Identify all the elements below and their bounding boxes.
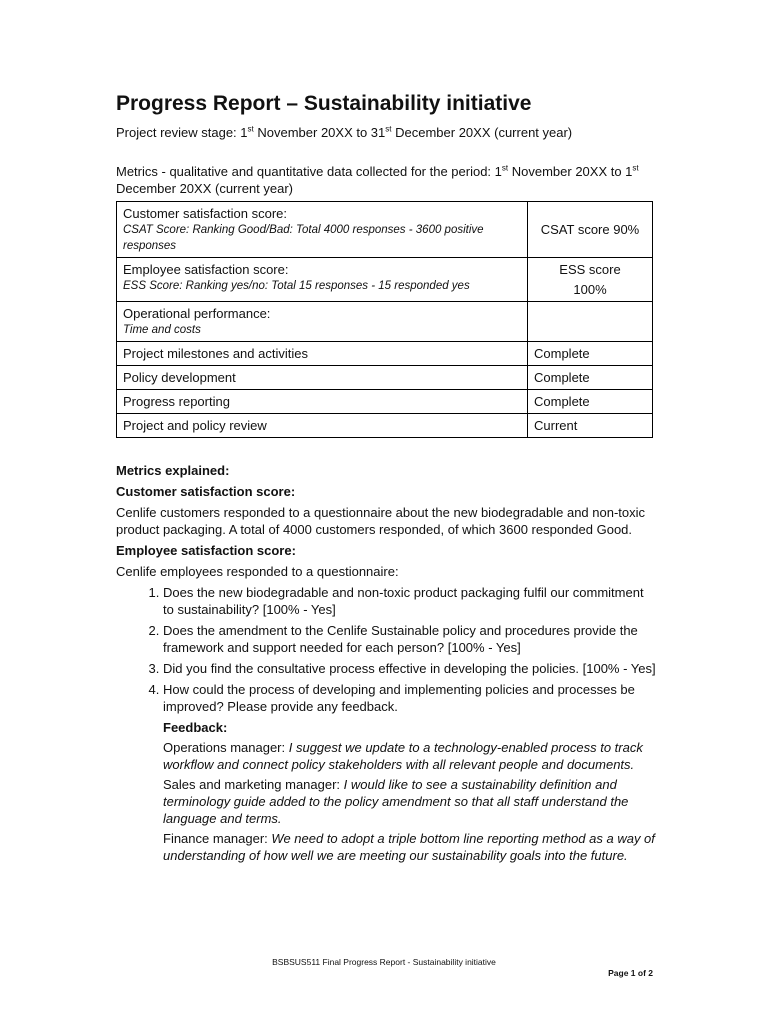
feedback-item: Operations manager: I suggest we update to a technology-enabled process to track workflow and connect policy stakeholders with all relevant people and documents.	[163, 740, 643, 772]
table-cell: Project milestones and activities	[117, 342, 528, 366]
table-cell	[528, 302, 653, 342]
page-title: Progress Report – Sustainability initiative	[116, 92, 532, 115]
table-row	[117, 342, 653, 366]
metrics-table	[116, 201, 653, 438]
table-cell: Employee satisfaction score: ESS Score: Ranking yes/no: Total 15 responses - 15 responded yes	[117, 258, 528, 302]
section-heading: Metrics explained:	[116, 463, 230, 478]
table-cell: CSAT score 90%	[528, 202, 653, 258]
metrics-explained	[116, 462, 656, 864]
csat-heading: Customer satisfaction score:	[116, 484, 296, 499]
csat-text: Cenlife customers responded to a questionnaire about the new biodegradable and non-toxic product packaging. A total of 4000 customers responded, of which 3600 responded Good.	[116, 505, 646, 537]
ess-text: Cenlife employees responded to a questionnaire:	[116, 564, 399, 579]
table-row	[117, 390, 653, 414]
table-row	[117, 366, 653, 390]
table-row	[117, 302, 653, 342]
table-row	[117, 258, 653, 302]
table-row	[117, 202, 653, 258]
list-item: 4. How could the process of developing and implementing policies and processes be improved? Please provide any feedback.	[163, 681, 656, 715]
metrics-intro: Metrics - qualitative and quantitative data collected for the period: 1st November 20XX to 1st December 20XX (current year)	[116, 163, 639, 196]
table-row	[117, 414, 653, 438]
feedback-section	[163, 719, 656, 864]
table-cell: Progress reporting	[117, 390, 528, 414]
table-cell: Customer satisfaction score: CSAT Score: Ranking Good/Bad: Total 4000 responses - 3600 positive responses	[117, 202, 528, 258]
table-cell: Current	[528, 414, 653, 438]
list-item: 1. Does the new biodegradable and non-toxic product packaging fulfil our commitment to sustainability? [100% - Yes]	[163, 584, 656, 618]
feedback-item: Finance manager: We need to adopt a triple bottom line reporting method as a way of understanding of how well we are meeting our sustainability goals into the future.	[163, 831, 655, 863]
table-cell: ESS score 100%	[528, 258, 653, 302]
table-cell: Complete	[528, 366, 653, 390]
footer-title: BSBSUS511 Final Progress Report - Sustainability initiative	[272, 957, 496, 967]
page-number: Page 1 of 2	[608, 968, 653, 978]
document-page	[116, 90, 656, 867]
questions-list	[116, 584, 656, 715]
ess-heading: Employee satisfaction score:	[116, 543, 296, 558]
table-cell: Policy development	[117, 366, 528, 390]
list-item: 3. Did you find the consultative process effective in developing the policies. [100% - Yes]	[163, 660, 656, 677]
feedback-item: Sales and marketing manager: I would like to see a sustainability definition and terminology guide added to the policy amendment so that all staff understand the language and terms.	[163, 777, 629, 826]
feedback-heading: Feedback:	[163, 720, 228, 735]
table-cell: Project and policy review	[117, 414, 528, 438]
review-stage: Project review stage: 1st November 20XX to 31st December 20XX (current year)	[116, 124, 573, 140]
list-item: 2. Does the amendment to the Cenlife Sustainable policy and procedures provide the framework and support needed for each person? [100% - Yes]	[163, 622, 656, 656]
table-cell: Operational performance: Time and costs	[117, 302, 528, 342]
table-cell: Complete	[528, 390, 653, 414]
table-cell: Complete	[528, 342, 653, 366]
